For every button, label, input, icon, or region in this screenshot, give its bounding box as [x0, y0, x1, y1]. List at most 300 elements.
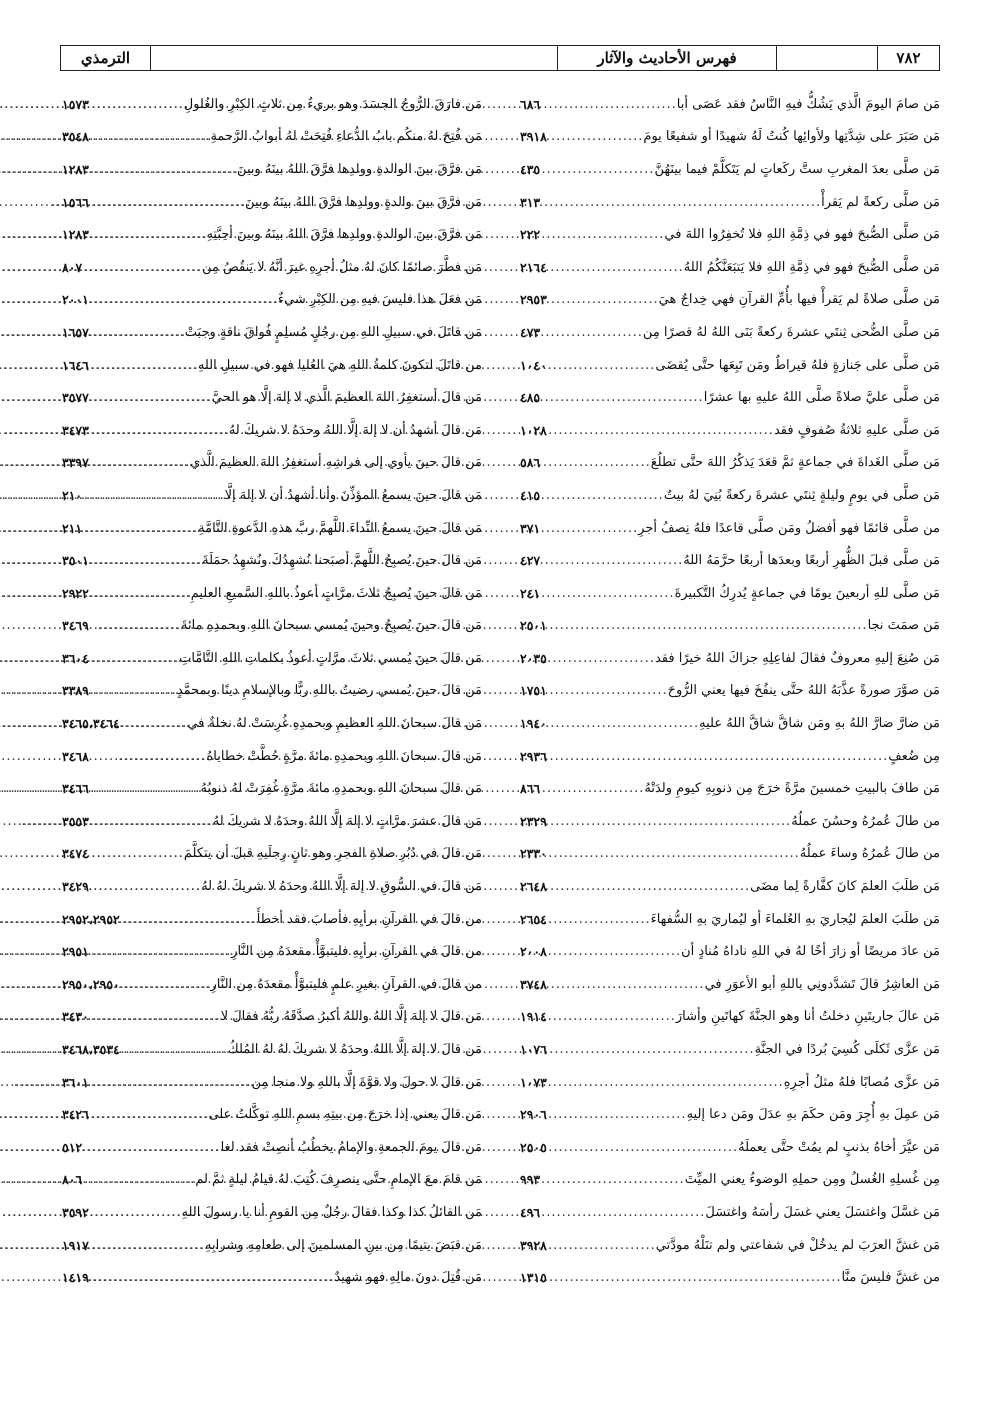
- hadith-text: مَن ضارَّ ضارَّ اللهُ بهِ ومَن شاقَّ شاقَّ اللهُ عليهِ: [699, 716, 940, 732]
- page-number: ٧٨٢: [877, 46, 939, 70]
- hadith-text: مَن القائلُ كذا وكذا فقالَ رجُلٌ مِن القومِ أنا يا رسولَ اللهِ: [181, 1204, 482, 1220]
- index-entry: [520, 447, 940, 480]
- hadith-text: مَن قالَ لا حولَ ولا قوَّةَ إلَّا باللهِ ولا منجا مِن: [251, 1074, 482, 1090]
- index-entry: [62, 218, 482, 251]
- hadith-number: ٣٤٧٣: [62, 422, 89, 438]
- hadith-number: ٩٩٣: [520, 1172, 541, 1188]
- leader-dots: [91, 455, 190, 470]
- index-entry: [520, 512, 940, 545]
- leader-dots: [549, 879, 750, 894]
- leader-dots: [84, 521, 198, 536]
- leader-dots: [549, 912, 651, 927]
- leader-dots: [91, 814, 213, 829]
- leader-dots: [549, 651, 655, 666]
- index-entry: [520, 707, 940, 740]
- hadith-text: مَن فرَّقَ بينَ والدةٍ وولدِها فرَّقَ اللهُ بينَهُ وبينَ: [245, 194, 482, 210]
- hadith-number: ١٥٧٣: [62, 96, 89, 112]
- leader-dots: [91, 586, 191, 601]
- page-header: [60, 45, 940, 71]
- hadith-text: مَن فُتِحَ لهُ منكُم بابُ الدُّعاءِ فُتِحَتْ لهُ أبوابُ الرَّحمةِ: [210, 129, 482, 145]
- hadith-text: مَن قالَ سبحانَ اللهِ وبحمدِهِ مائةَ مرَّةٍ حُطَّتْ خطاياهُ: [206, 748, 482, 764]
- hadith-text: مَن طافَ بالبيتِ خمسينَ مرَّةً خرَجَ مِن ذنوبِهِ كيومِ ولدَتْهُ: [644, 781, 940, 797]
- hadith-text: مَن صلَّى الضُّحى ثِنتَي عشرةَ ركعةً بَنَى اللهُ لهُ قصرًا مِن: [642, 324, 940, 340]
- hadith-number: ٢٥٠٥: [520, 1139, 547, 1155]
- index-entry: [520, 1098, 940, 1131]
- hadith-text: مَن قالَ يعني إذا خرَجَ مِن بيتِهِ بسمِ اللهِ توكَّلتُ على: [208, 1107, 482, 1123]
- hadith-text: مَن صلَّى بعدَ المغربِ ستَّ ركَعاتٍ لم يَتَكلَّمْ فيما بينَهُنَّ: [654, 161, 940, 177]
- hadith-text: مَن قالَ في دُبُرِ صلاةِ الفجرِ وهو ثانٍ رِجلَيهِ قبلَ أن يتكلَّمَ: [183, 846, 482, 862]
- leader-dots: [542, 521, 638, 536]
- hadith-number: ٣٥٥٣: [62, 813, 89, 829]
- index-entry: [62, 479, 482, 512]
- index-entry: [520, 1229, 940, 1262]
- leader-dots: [91, 651, 179, 666]
- leader-dots: [84, 488, 224, 503]
- index-entry: [520, 153, 940, 186]
- hadith-number: ٣٩١٨: [520, 129, 547, 145]
- hadith-number: ٣٤٢٦: [62, 1107, 89, 1123]
- index-entry: [62, 349, 482, 382]
- hadith-text: مَن قالَ حينَ يُصبِحُ ثلاثَ مرَّاتٍ أعوذُ باللهِ السَّميعِ العليمِ: [190, 585, 482, 601]
- index-entry: [520, 577, 940, 610]
- hadith-number: ٣٥٠١: [62, 553, 89, 569]
- index-entry: [62, 316, 482, 349]
- leader-dots: [91, 781, 201, 796]
- page-title: فهرس الأحاديث والآثار: [557, 46, 777, 70]
- index-entry: [62, 675, 482, 708]
- hadith-text: مَن قالَ في السُّوقِ لا إلهَ إلَّا اللهُ وحدَهُ لا شريكَ لهُ لهُ: [201, 879, 482, 895]
- index-entry: [62, 642, 482, 675]
- hadith-text: مَن قالَ حينَ يسمعُ النِّداءَ اللَّهمَّ ربَّ هذهِ الدَّعوةِ التَّامَّةِ: [198, 520, 482, 536]
- index-entry: [62, 1066, 482, 1099]
- leader-dots: [549, 292, 659, 307]
- hadith-number: ١٦٤٦: [62, 357, 89, 373]
- leader-dots: [542, 227, 664, 242]
- hadith-text: مَن طلَبَ العلمَ كانَ كفَّارةً لِما مضَى: [750, 879, 940, 895]
- book-name: الترمذي: [61, 46, 151, 70]
- hadith-number: ٢٤١: [520, 585, 541, 601]
- leader-dots: [549, 260, 684, 275]
- hadith-text: مَن عالَ جاريتَينِ دخلتُ أنا وهو الجنَّةَ كهاتَينِ وأشارَ: [675, 1009, 940, 1025]
- index-entry: [520, 642, 940, 675]
- hadith-text: مَن عيَّرَ أخاهُ بذنبٍ لم يمُتْ حتَّى يعملَهُ: [738, 1139, 940, 1155]
- leader-dots: [542, 390, 704, 405]
- hadith-text: من قالَ في القرآنِ برأيِهِ فليتبوَّأْ مقعدَهُ مِن النَّارِ: [231, 944, 482, 960]
- hadith-number: ٢١٦٤: [520, 259, 547, 275]
- hadith-text: مَن صلَّى للهِ أربعينَ يومًا في جماعةٍ يُدرِكُ التَّكبيرةَ: [674, 585, 940, 601]
- hadith-text: مَن صامَ اليومَ الَّذي يَشُكُّ فيهِ النَّاسُ فقد عَصَى أبا: [676, 96, 940, 112]
- hadith-number: ١٩٤٠: [520, 716, 547, 732]
- hadith-number: ١٠٢٨: [520, 422, 547, 438]
- leader-dots: [84, 1140, 220, 1155]
- hadith-number: ١٧٥١: [520, 683, 547, 699]
- hadith-number: ٤١٥: [520, 487, 541, 503]
- index-entry: [62, 186, 482, 219]
- leader-dots: [549, 683, 668, 698]
- leader-dots: [91, 292, 278, 307]
- index-entry: [62, 251, 482, 284]
- hadith-text: من غشَّ فليسَ منَّا: [841, 1270, 940, 1286]
- hadith-text: مَن صلَّى الصُّبحَ فهو في ذِمَّةِ اللهِ فلا تُخفِرُوا اللهَ في: [664, 227, 940, 243]
- hadith-text: مَن قالَ حينَ يأوي إلى فراشِهِ أستغفِرُ اللهَ العظيمَ الَّذي: [190, 455, 482, 471]
- hadith-number: ٢٩٥٣: [520, 292, 547, 308]
- hadith-text: مَن قالَ حينَ يسمعُ المؤذِّنَ وأنا أشهدُ أن لا إلهَ إلَّا: [224, 487, 482, 503]
- hadith-text: مَن فعَلَ هذا فليسَ فيهِ مِن الكِبْرِ شيءٌ: [277, 292, 482, 308]
- index-entry: [62, 1261, 482, 1294]
- hadith-text: مَن عادَ مريضًا أو زارَ أخًا لهُ في اللهِ ناداهُ مُنادٍ أن: [681, 944, 940, 960]
- hadith-text: من قالَ في القرآنِ بغيرِ علمٍ فليتبوَّأْ مقعدَهُ مِن النَّارِ: [210, 976, 482, 992]
- hadith-number: ٤٢٧: [520, 553, 541, 569]
- index-entry: [520, 381, 940, 414]
- hadith-text: مَن صلَّى عليَّ صلاةً صلَّى اللهُ عليهِ بها عشرًا: [703, 390, 940, 406]
- hadith-number: ١٦٥٧: [62, 324, 89, 340]
- index-entry: [520, 544, 940, 577]
- index-entry: [62, 740, 482, 773]
- hadith-number: ٤٧٣: [520, 324, 541, 340]
- hadith-number: ٢٦٥٤: [520, 911, 547, 927]
- leader-dots: [549, 977, 705, 992]
- leader-dots: [91, 618, 181, 633]
- hadith-number: ٢٩٥٢،٢٩٥٢: [62, 911, 120, 927]
- leader-dots: [549, 1140, 738, 1155]
- leader-dots: [91, 749, 207, 764]
- hadith-number: ٣٤٦٥،٣٤٦٤: [62, 716, 120, 732]
- left-column: [62, 88, 482, 1294]
- hadith-number: ٣٦٠١: [62, 1074, 89, 1090]
- leader-dots: [549, 749, 888, 764]
- index-entry: [62, 544, 482, 577]
- hadith-text: مَن صُنِعَ إليهِ معروفٌ فقالَ لفاعِلِهِ جزاكَ اللهُ خيرًا فقد: [654, 650, 940, 666]
- leader-dots: [542, 1205, 705, 1220]
- leader-dots: [549, 1009, 676, 1024]
- hadith-text: مَن قالَ أشهدُ أن لا إلهَ إلَّا اللهُ وحدَهُ لا شريكَ لهُ: [228, 422, 482, 438]
- leader-dots: [91, 162, 237, 177]
- leader-dots: [91, 1270, 335, 1285]
- index-entry: [520, 903, 940, 936]
- hadith-text: مَن صلَّى الغَداةَ في جماعةٍ ثمَّ قعَدَ يَذكُرُ اللهَ حتَّى تطلُعَ: [650, 455, 940, 471]
- index-entry: [520, 968, 940, 1001]
- hadith-text: من صلَّى قائمًا فهو أفضلُ ومَن صلَّى قاعدًا فلهُ نِصفُ أجرِ: [638, 520, 940, 536]
- leader-dots: [549, 1075, 784, 1090]
- hadith-number: ١٩١٤: [520, 1009, 547, 1025]
- hadith-number: ١٣١٥: [520, 1270, 547, 1286]
- hadith-text: مَن قاتَلَ في سبيلِ اللهِ مِن رجُلٍ مُسلِمٍ فُواقَ ناقةٍ وجبَتْ: [184, 324, 482, 340]
- leader-dots: [91, 195, 245, 210]
- index-entry: [520, 838, 940, 871]
- hadith-number: ٦٨٦: [520, 96, 541, 112]
- hadith-text: مَن صوَّرَ صورةً عذَّبَهُ اللهُ حتَّى ينفُخَ فيها يعني الرُّوحَ: [667, 683, 940, 699]
- leader-dots: [122, 977, 211, 992]
- leader-dots: [549, 814, 791, 829]
- index-entry: [62, 577, 482, 610]
- hadith-text: مِن ضُعفٍ: [888, 748, 940, 764]
- hadith-text: مَن صَبَرَ على شِدَّتِها ولأوائِها كُنتُ لَهُ شهيدًا أو شفيعًا يومَ: [643, 129, 940, 145]
- index-entry: [62, 707, 482, 740]
- hadith-number: ٥٨٦: [520, 455, 541, 471]
- hadith-text: مَن قبَضَ يتيمًا مِن بينِ المسلمينَ إلى طعامِهِ وشرابِهِ: [204, 1237, 482, 1253]
- hadith-number: ٣١٣: [520, 194, 541, 210]
- index-entry: [520, 414, 940, 447]
- index-entry: [62, 447, 482, 480]
- hadith-number: ٣٥٧٧: [62, 390, 89, 406]
- index-entry: [62, 838, 482, 871]
- index-entry: [520, 1001, 940, 1034]
- hadith-text: مَن صلَّى على جَنازةٍ فلهُ قيراطٌ ومَن تَبِعَها حتَّى يُقضَى: [655, 357, 940, 373]
- hadith-number: ٣٤٦٨: [62, 748, 89, 764]
- leader-dots: [91, 1107, 209, 1122]
- hadith-number: ١٤١٩: [62, 1270, 89, 1286]
- index-entry: [520, 218, 940, 251]
- hadith-text: مَن قالَ يومَ الجمعةِ والإمامُ يخطُبُ أنصِتْ فقد لغا: [220, 1139, 482, 1155]
- hadith-text: مَن صمَتَ نجا: [867, 618, 940, 634]
- leader-dots: [542, 586, 674, 601]
- hadith-text: مَن فرَّقَ بينَ الوالدةِ وولدِها فرَّقَ اللهُ بينَهُ وبينَ أحِبَّتِهِ: [206, 227, 482, 243]
- hadith-text: مَن قُتِلَ دونَ مالِهِ فهو شهيدٌ: [334, 1270, 482, 1286]
- leader-dots: [91, 846, 184, 861]
- hadith-text: مَن قالَ حينَ يُمسي ثلاثَ مرَّاتٍ أعوذُ بكلماتِ اللهِ التَّامَّاتِ: [179, 650, 482, 666]
- index-entry: [520, 251, 940, 284]
- hadith-number: ٢٠٠٨: [520, 944, 547, 960]
- index-entry: [520, 740, 940, 773]
- leader-dots: [549, 1042, 755, 1057]
- index-entry: [62, 1098, 482, 1131]
- hadith-number: ١٢٨٣: [62, 227, 89, 243]
- index-entry: [62, 968, 482, 1001]
- leader-dots: [122, 1042, 228, 1057]
- leader-dots: [91, 423, 229, 438]
- index-entry: [520, 935, 940, 968]
- index-columns: [62, 88, 940, 1294]
- leader-dots: [91, 358, 198, 373]
- index-entry: [62, 772, 482, 805]
- leader-dots: [549, 423, 774, 438]
- leader-dots: [91, 390, 212, 405]
- hadith-number: ٥١٢: [62, 1139, 83, 1155]
- index-entry: [62, 1229, 482, 1262]
- index-entry: [520, 1261, 940, 1294]
- hadith-number: ٣٣٩٧: [62, 455, 89, 471]
- index-entry: [520, 1131, 940, 1164]
- leader-dots: [91, 97, 184, 112]
- index-entry: [62, 88, 482, 121]
- hadith-number: ٣٧١: [520, 520, 541, 536]
- hadith-number: ٣٤٦٩: [62, 618, 89, 634]
- hadith-number: ٢١١: [62, 520, 83, 536]
- hadith-text: مَن فطَّرَ صائمًا كانَ لهُ مثلُ أجرِهِ غيرَ أنَّهُ لا يَنقُصُ مِن: [202, 259, 482, 275]
- index-entry: [520, 349, 940, 382]
- hadith-text: من طالَ عُمرُهُ وساءَ عملُهُ: [799, 846, 940, 862]
- hadith-text: مِن غُسلِهِ الغُسلُ ومِن حملِهِ الوضوءُ يعني الميِّتَ: [684, 1172, 940, 1188]
- hadith-text: مَن صلَّى في يومٍ وليلةٍ ثِنتَي عشرةَ ركعةً بُنِيَ لهُ بيتٌ: [663, 487, 940, 503]
- hadith-text: مَن فرَّقَ بينَ الوالدةِ وولدِها فرَّقَ اللهُ بينَهُ وبينَ: [237, 161, 482, 177]
- hadith-text: مَن قالَ سبحانَ اللهِ وبحمدِهِ مائةَ مرَّةٍ غُفِرَتْ لهُ ذنوبُهُ: [200, 781, 482, 797]
- index-entry: [62, 805, 482, 838]
- index-entry: [62, 381, 482, 414]
- leader-dots: [542, 195, 821, 210]
- leader-dots: [84, 260, 202, 275]
- index-entry: [62, 121, 482, 154]
- hadith-text: من قاتَلَ لتكونَ كلمةُ اللهِ هيَ العُليا فهو في سبيلِ اللهِ: [197, 357, 482, 373]
- leader-dots: [549, 129, 644, 144]
- index-entry: [62, 1164, 482, 1197]
- index-entry: [520, 479, 940, 512]
- index-entry: [520, 870, 940, 903]
- leader-dots: [542, 1172, 685, 1187]
- hadith-text: مَن صلَّى الصُّبحَ فهو في ذِمَّةِ اللهِ فلا يَتبَعَنَّكُمُ اللهُ: [683, 259, 940, 275]
- hadith-number: ٣٧٤٨: [520, 976, 547, 992]
- hadith-number: ٢١٠: [62, 487, 83, 503]
- hadith-number: ٢٩٣٦: [520, 748, 547, 764]
- hadith-number: ١٠٧٦: [520, 1042, 547, 1058]
- hadith-number: ٢٣٢٩: [520, 813, 547, 829]
- leader-dots: [542, 553, 683, 568]
- hadith-text: مَن قالَ سبحانَ اللهِ العظيمِ وبحمدِهِ غُرِسَتْ لهُ نخلةٌ في: [187, 716, 482, 732]
- leader-dots: [549, 1270, 842, 1285]
- leader-dots: [542, 455, 651, 470]
- leader-dots: [91, 1205, 182, 1220]
- hadith-number: ٢٠٠١: [62, 292, 89, 308]
- index-entry: [62, 1033, 482, 1066]
- index-entry: [520, 675, 940, 708]
- index-entry: [62, 1001, 482, 1034]
- hadith-number: ٣٦٠٤: [62, 650, 89, 666]
- hadith-number: ٣٩٢٨: [520, 1237, 547, 1253]
- index-entry: [520, 1033, 940, 1066]
- hadith-text: مَن فارَقَ الرُّوحُ الجسَدَ وهو بريءٌ مِن ثلاثٍ الكِبْرِ والغُلولِ: [183, 96, 482, 112]
- index-entry: [62, 512, 482, 545]
- hadith-number: ٢٦٤٨: [520, 879, 547, 895]
- hadith-number: ١٠٤٠: [520, 357, 547, 373]
- hadith-text: مَن غشَّ العرَبَ لم يدخُلْ في شفاعتي ولم تنَلْهُ مودَّتي: [655, 1237, 940, 1253]
- hadith-number: ٤٣٥: [520, 161, 541, 177]
- leader-dots: [549, 358, 656, 373]
- hadith-text: مَن قالَ حينَ يُصبِحُ وحينَ يُمسي سبحانَ اللهِ وبحمدِهِ مائةَ: [181, 618, 482, 634]
- leader-dots: [91, 325, 185, 340]
- hadith-number: ٣٣٨٩: [62, 683, 89, 699]
- leader-dots: [549, 716, 699, 731]
- leader-dots: [542, 781, 644, 796]
- hadith-number: ٤٨٥: [520, 390, 541, 406]
- hadith-text: مَن صلَّى قبلَ الظُّهرِ أربعًا وبعدَها أربعًا حرَّمَهُ اللهُ: [683, 553, 940, 569]
- hadith-text: مَن قامَ معَ الإمامِ حتَّى ينصرِفَ كُتِبَ لهُ قيامُ ليلةٍ ثمَّ لم: [195, 1172, 482, 1188]
- hadith-text: مَن قالَ لا إلهَ إلَّا اللهُ واللهُ أكبرُ صدَّقَهُ ربُّهُ فقالَ لا: [220, 1009, 482, 1025]
- hadith-number: ٨٦٦: [520, 781, 541, 797]
- hadith-text: مَن قالَ حينَ يُمسي رضيتُ باللهِ ربًّا وبالإسلامِ دينًا وبمحمَّدٍ: [176, 683, 482, 699]
- hadith-text: من طالَ عُمرُهُ وحسُنَ عملُهُ: [791, 813, 940, 829]
- hadith-number: ١٥٦٦: [62, 194, 89, 210]
- leader-dots: [91, 1238, 205, 1253]
- hadith-number: ٢٠٣٥: [520, 650, 547, 666]
- index-entry: [520, 772, 940, 805]
- leader-dots: [91, 1075, 252, 1090]
- index-entry: [62, 284, 482, 317]
- leader-dots: [542, 97, 677, 112]
- leader-dots: [542, 488, 664, 503]
- index-entry: [520, 1196, 940, 1229]
- hadith-text: مَن عزَّى مُصابًا فلهُ مثلُ أجرِهِ: [783, 1074, 940, 1090]
- hadith-number: ٢٩٠٦: [520, 1107, 547, 1123]
- leader-dots: [549, 1238, 656, 1253]
- leader-dots: [122, 716, 188, 731]
- hadith-text: مَن قالَ حينَ يُصبِحُ اللَّهمَّ أصبَحنا نُشهِدُكَ ونُشهِدُ حمَلَةَ: [202, 553, 482, 569]
- hadith-text: مَن عزَّى ثَكلَى كُسِيَ بُردًا في الجنَّةِ: [754, 1042, 940, 1058]
- hadith-text: مَن العاشِرُ قالَ تَشدَّدونِي باللهِ أبو الأعوَرِ في: [704, 976, 940, 992]
- index-entry: [520, 121, 940, 154]
- leader-dots: [91, 683, 177, 698]
- hadith-text: مَن قالَ أستغفِرُ اللهَ العظيمَ الَّذي لا إلهَ إلَّا هو الحيَّ: [211, 390, 482, 406]
- hadith-number: ٤٩٦: [520, 1204, 541, 1220]
- leader-dots: [549, 846, 800, 861]
- index-entry: [62, 153, 482, 186]
- leader-dots: [91, 1009, 221, 1024]
- hadith-number: ٢٩٢٢: [62, 585, 89, 601]
- index-entry: [62, 1196, 482, 1229]
- leader-dots: [91, 879, 201, 894]
- hadith-text: مَن قالَ عشرَ مرَّاتٍ لا إلهَ إلَّا اللهُ وحدَهُ لا شريكَ لهُ: [212, 813, 482, 829]
- hadith-number: ٢٩٥١: [62, 944, 89, 960]
- hadith-number: ٨٠٧: [62, 259, 83, 275]
- hadith-text: مَن غسَّلَ واغتسَلَ يعني غسَلَ رأسَهُ واغتسَلَ: [705, 1204, 940, 1220]
- leader-dots: [91, 227, 207, 242]
- index-entry: [520, 88, 940, 121]
- leader-dots: [549, 944, 681, 959]
- leader-dots: [549, 1107, 687, 1122]
- leader-dots: [122, 912, 257, 927]
- index-entry: [62, 935, 482, 968]
- hadith-number: ٢٥٠١: [520, 618, 547, 634]
- leader-dots: [549, 618, 868, 633]
- index-entry: [62, 414, 482, 447]
- leader-dots: [91, 129, 211, 144]
- index-entry: [62, 1131, 482, 1164]
- hadith-number: ١٩١٧: [62, 1237, 89, 1253]
- hadith-text: مَن طلَبَ العلمَ ليُجاريَ بهِ العُلماءَ أو ليُماريَ بهِ السُّفهاءَ: [650, 911, 940, 927]
- hadith-number: ٣٤٦٨،٣٥٣٤: [62, 1042, 120, 1058]
- leader-dots: [542, 162, 654, 177]
- hadith-number: ٢٩٥٠،٢٩٥٠: [62, 976, 120, 992]
- hadith-number: ٨٠٦: [62, 1172, 83, 1188]
- hadith-text: مَن صلَّى صلاةً لم يَقرأْ فيها بأُمِّ القرآنِ فهي خِداجٌ هيَ: [658, 292, 940, 308]
- index-entry: [520, 610, 940, 643]
- index-entry: [520, 805, 940, 838]
- hadith-text: مَن قالَ لا إلهَ إلَّا اللهُ وحدَهُ لا شريكَ لهُ لهُ المُلكُ: [228, 1042, 482, 1058]
- hadith-number: ٣٥٩٢: [62, 1204, 89, 1220]
- index-entry: [520, 1164, 940, 1197]
- index-entry: [62, 903, 482, 936]
- leader-dots: [91, 553, 202, 568]
- index-entry: [62, 870, 482, 903]
- hadith-text: مَن صلَّى ركعةً لم يَقرأْ: [821, 194, 940, 210]
- hadith-number: ٣٤٦٦: [62, 781, 89, 797]
- leader-dots: [84, 1172, 195, 1187]
- hadith-text: مَن صلَّى عليهِ ثلاثةُ صُفوفٍ فقد: [773, 422, 940, 438]
- hadith-number: ٢٣٣٠: [520, 846, 547, 862]
- leader-dots: [542, 325, 643, 340]
- index-entry: [520, 1066, 940, 1099]
- hadith-number: ٣٤٣٠: [62, 1009, 89, 1025]
- hadith-text: من قالَ في القرآنِ برأيِهِ فأصابَ فقد أخطأَ: [256, 911, 482, 927]
- right-column: [520, 88, 940, 1294]
- index-entry: [520, 316, 940, 349]
- hadith-number: ٣٥٤٨: [62, 129, 89, 145]
- hadith-number: ١٠٧٣: [520, 1074, 547, 1090]
- hadith-number: ٣٤٢٩: [62, 879, 89, 895]
- index-entry: [520, 284, 940, 317]
- leader-dots: [91, 944, 231, 959]
- index-entry: [520, 186, 940, 219]
- hadith-number: ٢٢٢: [520, 227, 541, 243]
- hadith-number: ١٢٨٣: [62, 161, 89, 177]
